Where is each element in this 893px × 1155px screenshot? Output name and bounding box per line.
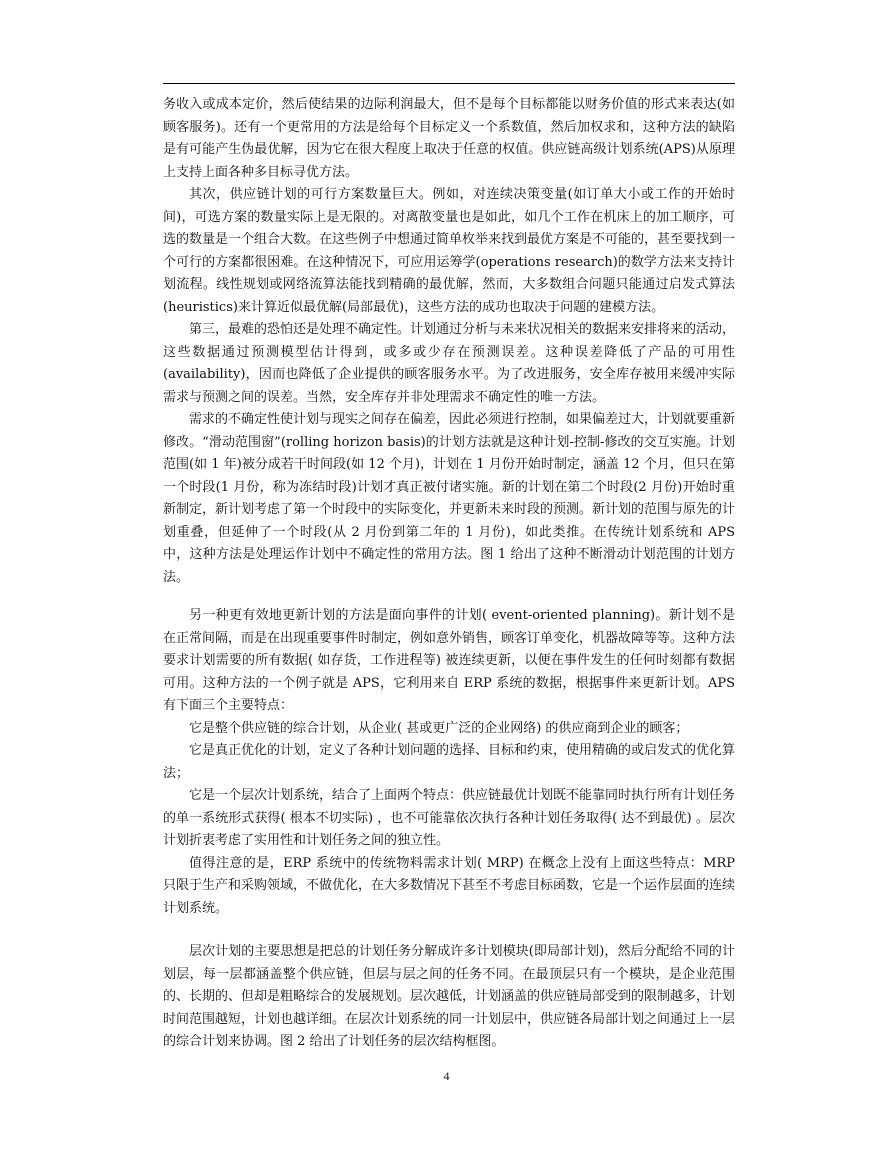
- paragraph: 第三，最难的恐怕还是处理不确定性。计划通过分析与未来状况相关的数据来安排将来的活动，这些数据通过预测模型估计得到，或多或少存在预测误差。这种误差降低了产品的可用性(availability)，因而也降低了企业提供的顾客服务水平。为了改进服务，安全库存被用来缓冲实际需求与预测之间的误差。当然，安全库存并非处理需求不确定性的唯一方法。: [163, 322, 736, 405]
- paragraph: 需求的不确定性使计划与现实之间存在偏差，因此必须进行控制，如果偏差过大，计划就要重新修改。“滑动范围窗”(rolling horizon basis)的计划方法就是这种计划-控制-修改的交互实施。计划范围(如 1 年)被分成若干时间段(如 12 个月)，计划在 1 月份开始时制定，涵盖 12 个月，但只在第一个时段(1 月份，称为冻结时段)计划才真正被付诸实施。新的计划在第二个时段(2 月份)开始时重新制定，新计划考虑了第一个时段中的实际变化，并更新未来时段的预测。新计划的范围与原先的计划重叠，但延伸了一个时段(从 2 月份到第二年的 1 月份)，如此类推。在传统计划系统和 APS 中，这种方法是处理运作计划中不确定性的常用方法。图 1 给出了这种不断滑动计划范围的计划方法。: [163, 412, 736, 585]
- section-2: [163, 605, 735, 920]
- page-number: 4: [443, 1069, 450, 1083]
- paragraph: 值得注意的是，ERP 系统中的传统物料需求计划( MRP) 在概念上没有上面这些特点：MRP 只限于生产和采购领域，不做优化，在大多数情况下甚至不考虑目标函数，它是一个运作层面的连续计划系统。: [163, 855, 736, 916]
- list-item: 它是一个层次计划系统，结合了上面两个特点：供应链最优计划既不能靠同时执行所有计划任务的单一系统形式获得( 根本不切实际) ，也不可能靠依次执行各种计划任务取得( 达不到最优) 。层次计划折衷考虑了实用性和计划任务之间的独立性。: [163, 788, 736, 848]
- list-item: 它是真正优化的计划，定义了各种计划问题的选择、目标和约束，使用精确的或启发式的优化算法；: [163, 743, 736, 781]
- paragraph: 层次计划的主要思想是把总的计划任务分解成许多计划模块(即局部计划)，然后分配给不同的计划层，每一层都涵盖整个供应链，但层与层之间的任务不同。在最顶层只有一个模块，是企业范围的、长期的、但却是粗略综合的发展规划。层次越低，计划涵盖的供应链局部受到的限制越多，计划时间范围越短，计划也越详细。在层次计划系统的同一计划层中，供应链各局部计划之间通过上一层的综合计划来协调。图 2 给出了计划任务的层次结构框图。: [163, 944, 736, 1049]
- paragraph: 另一种更有效地更新计划的方法是面向事件的计划( event-oriented planning)。新计划不是在正常间隔，而是在出现重要事件时制定，例如意外销售，顾客订单变化，机器故障等等。这种方法要求计划需要的所有数据( 如存货，工作进程等) 被连续更新，以便在事件发生的任何时刻都有数据可用。这种方法的一个例子就是 APS，它利用来自 ERP 系统的数据，根据事件来更新计划。APS 有下面三个主要特点：: [163, 608, 736, 713]
- header-rule: [163, 83, 735, 84]
- paragraph: 其次，供应链计划的可行方案数量巨大。例如，对连续决策变量(如订单大小或工作的开始时间)，可选方案的数量实际上是无限的。对离散变量也是如此，如几个工作在机床上的加工顺序，可选的数量是一个组合大数。在这些例子中想通过简单枚举来找到最优方案是不可能的，甚至要找到一个可行的方案都很困难。在这种情况下，可应用运筹学(operations research)的数学方法来支持计划流程。线性规划或网络流算法能找到精确的最优解，然而，大多数组合问题只能通过启发式算法(heuristics)来计算近似最优解(局部最优)，这些方法的成功也取决于问题的建模方法。: [163, 187, 736, 315]
- list-item: 它是整个供应链的综合计划，从企业( 甚或更广泛的企业网络) 的供应商到企业的顾客；: [189, 720, 689, 736]
- paragraph: 务收入或成本定价，然后使结果的边际利润最大，但不是每个目标都能以财务价值的形式来表达(如顾客服务)。还有一个更常用的方法是给每个目标定义一个系数值，然后加权求和，这种方法的缺陷是有可能产生伪最优解，因为它在很大程度上取决于任意的权值。供应链高级计划系统(APS)从原理上支持上面各种多目标寻优方法。: [163, 97, 735, 180]
- section-3: [163, 941, 735, 1054]
- section-1: [163, 94, 735, 589]
